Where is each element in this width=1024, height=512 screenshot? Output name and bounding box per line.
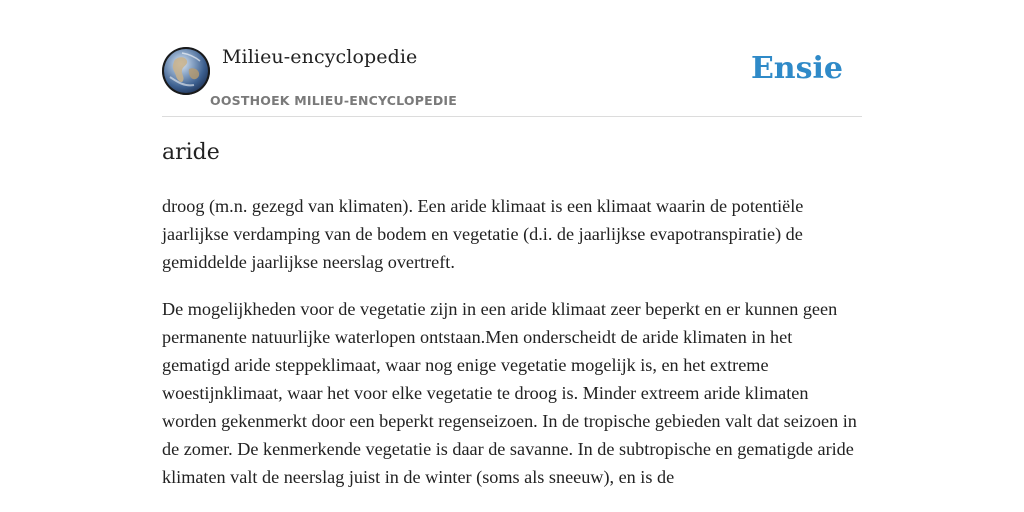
article-paragraph: droog (m.n. gezegd van klimaten). Een aride klimaat is een klimaat waarin de potentiële jaarlijkse verdamping van de bodem en vegetatie (d.i. de jaarlijkse evapotranspiratie) de gemiddelde jaarlijkse neerslag overtreft.: [162, 196, 804, 272]
site-header: [162, 46, 862, 117]
site-title[interactable]: Milieu-encyclopedie: [222, 46, 418, 68]
brand-logo[interactable]: Ensie: [750, 51, 843, 86]
article-title: aride: [162, 140, 220, 165]
article-paragraph: De mogelijkheden voor de vegetatie zijn in een aride klimaat zeer beperkt en er kunnen geen permanente natuurlijke waterlopen ontstaan.Men onderscheidt de aride klimaten in het gematigd aride steppeklimaat, waar nog enige vegetatie mogelijk is, en het extreme woestijnklimaat, waar het voor elke vegetatie te droog is. Minder extreem aride klimaten worden gekenmerkt door een beperkt regenseizoen. In de tropische gebieden valt dat seizoen in de zomer. De kenmerkende vegetatie is daar de savanne. In de subtropische en gematigde aride klimaten valt de neerslag juist in de winter (soms als sneeuw), en is de: [162, 299, 857, 487]
site-subtitle[interactable]: OOSTHOEK MILIEU-ENCYCLOPEDIE: [210, 93, 457, 108]
article-body: [162, 192, 862, 510]
earth-globe-icon[interactable]: [162, 47, 210, 95]
